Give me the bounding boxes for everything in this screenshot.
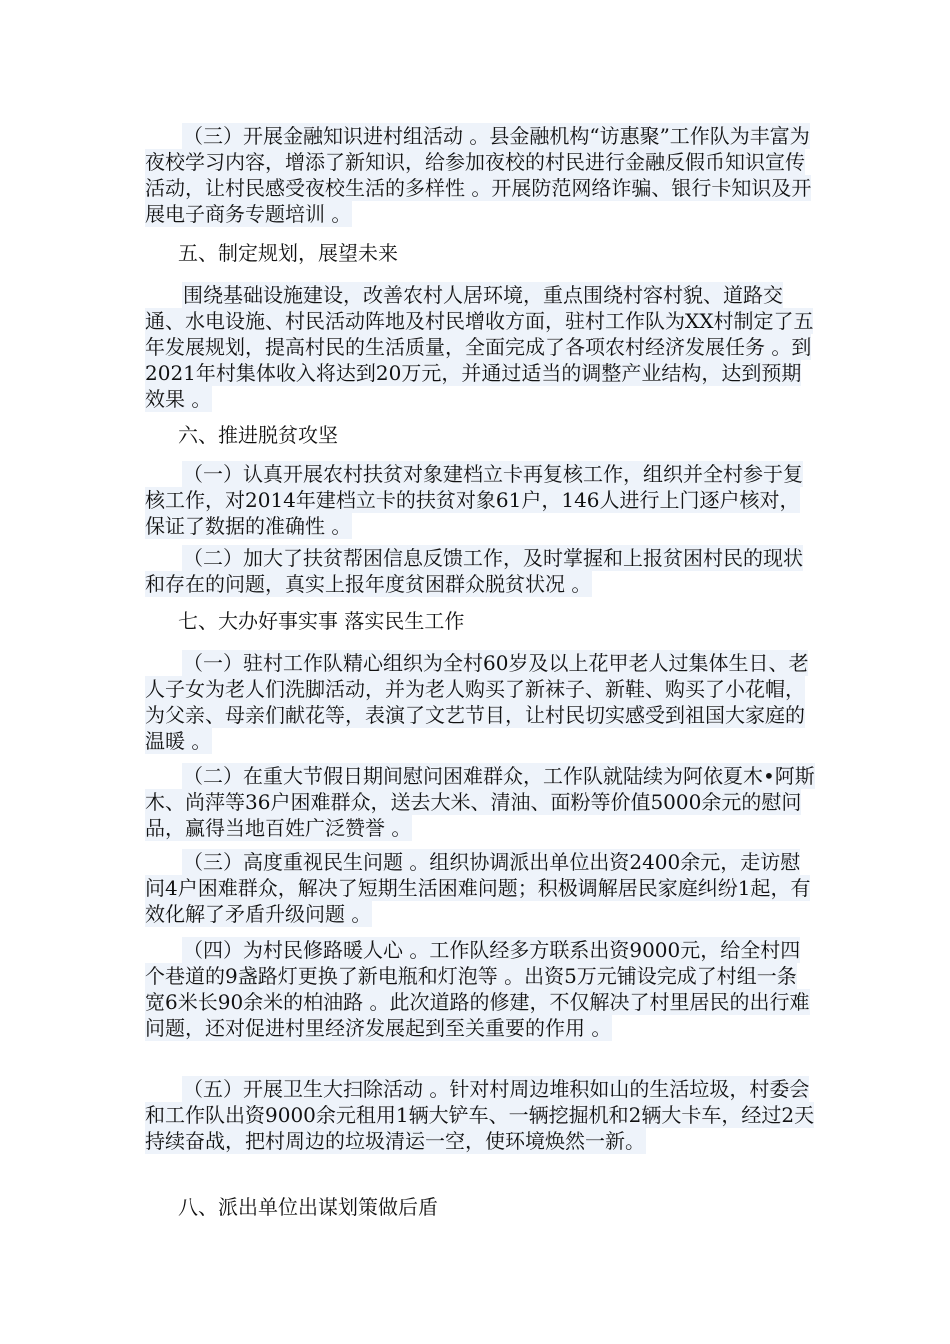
paragraph-poverty-review: [145, 461, 815, 539]
paragraph-text: （三）高度重视民生问题 。组织协调派出单位出资2400余元，走访慰问4户困难群众，解决了短期生活困难问题；积极调解居民家庭纠纷1起，有效化解了矛盾升级问题 。: [145, 850, 811, 926]
paragraph-livelihood: [145, 849, 815, 927]
paragraph-text: （一）驻村工作队精心组织为全村60岁及以上花甲老人过集体生日、老人子女为老人们洗脚活动，并为老人购买了新袜子、新鞋、购买了小花帽，为父亲、母亲们献花等，表演了文艺节目，让村民切实感受到祖国大家庭的温暖 。: [145, 651, 809, 753]
paragraph-finance-knowledge: [145, 123, 815, 227]
paragraph-text: （二）在重大节假日期间慰问困难群众，工作队就陆续为阿依夏木•阿斯木、尚萍等36户困难群众，送去大米、清油、面粉等价值5000余元的慰问品，赢得当地百姓广泛赞誉 。: [145, 764, 815, 840]
paragraph-text: 围绕基础设施建设，改善农村人居环境，重点围绕村容村貌、道路交通、水电设施、村民活动阵地及村民增收方面，驻村工作队为XX村制定了五年发展规划，提高村民的生活质量，全面完成了各项农村经济发展任务 。到2021年村集体收入将达到20万元，并通过适当的调整产业结构，达到预期效果 。: [145, 283, 814, 411]
paragraph-text: （一）认真开展农村扶贫对象建档立卡再复核工作，组织并全村参于复核工作，对2014年建档立卡的扶贫对象61户，146人进行上门逐户核对，保证了数据的准确性 。: [145, 462, 803, 538]
paragraph-text: （四）为村民修路暖人心 。工作队经多方联系出资9000元，给全村四个巷道的9盏路灯更换了新电瓶和灯泡等 。出资5万元铺设完成了村组一条宽6米长90余米的柏油路 。此次道路的修建，不仅解决了村里居民的出行难问题，还对促进村里经济发展起到至关重要的作用 。: [145, 938, 810, 1040]
paragraph-poverty-feedback: [145, 545, 815, 597]
paragraph-text: （五）开展卫生大扫除活动 。针对村周边堆积如山的生活垃圾，村委会和工作队出资9000余元租用1辆大铲车、一辆挖掘机和2辆大卡车，经过2天持续奋战，把村周边的垃圾清运一空，使环境焕然一新。: [145, 1077, 815, 1153]
paragraph-planning: [145, 282, 815, 412]
paragraph-road-repair: [145, 937, 815, 1041]
paragraph-cleanup: [145, 1076, 815, 1154]
heading-section-7: 七、大办好事实事 落实民生工作: [178, 609, 465, 633]
heading-section-5: 五、制定规划，展望未来: [178, 241, 398, 265]
heading-section-6: 六、推进脱贫攻坚: [178, 423, 338, 447]
paragraph-holiday-visits: [145, 763, 815, 841]
paragraph-text: （二）加大了扶贫帮困信息反馈工作，及时掌握和上报贫困村民的现状和存在的问题，真实上报年度贫困群众脱贫状况 。: [145, 546, 803, 596]
paragraph-text: （三）开展金融知识进村组活动 。县金融机构“访惠聚”工作队为丰富为夜校学习内容，增添了新知识，给参加夜校的村民进行金融反假币知识宣传活动，让村民感受夜校生活的多样性 。开展防范网络诈骗、银行卡知识及开展电子商务专题培训 。: [145, 124, 812, 226]
paragraph-elderly-birthday: [145, 650, 815, 754]
heading-section-8: 八、派出单位出谋划策做后盾: [178, 1195, 438, 1219]
